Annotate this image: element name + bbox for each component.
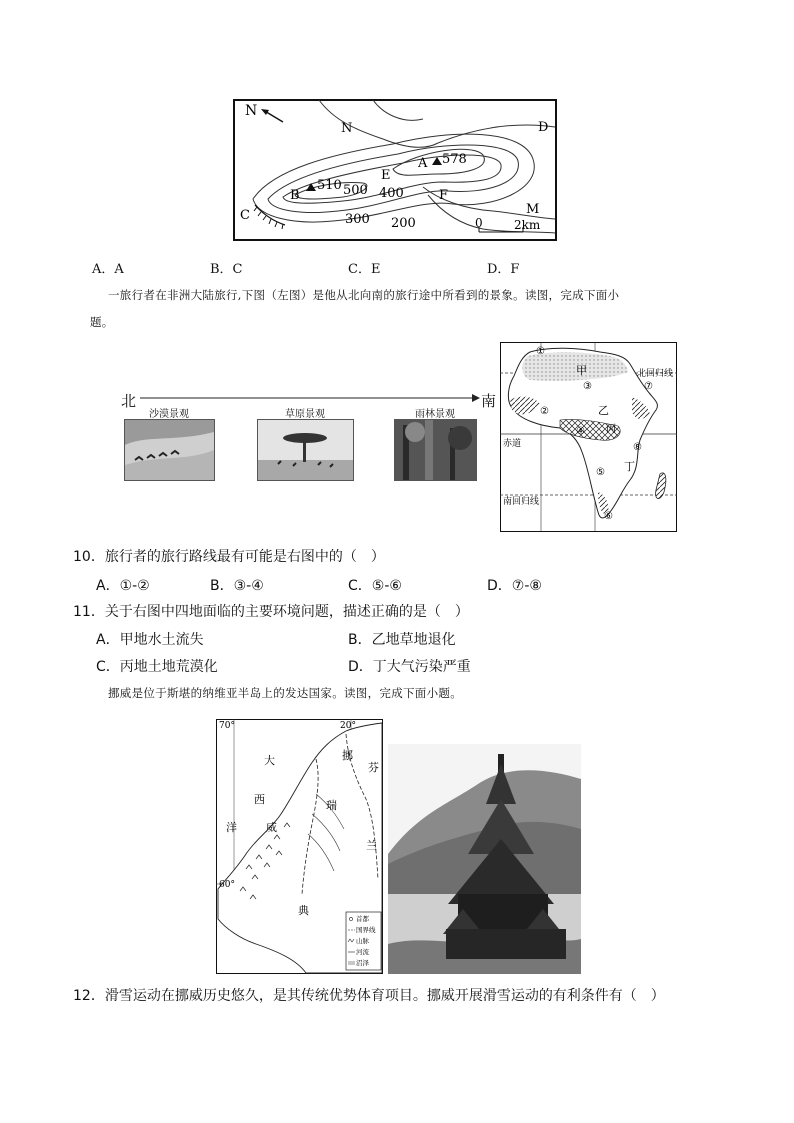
q11-option-b: B．乙地草地退化 xyxy=(348,632,456,648)
north-label: N xyxy=(245,103,258,119)
svg-text:乙: 乙 xyxy=(598,404,609,417)
q10-stem: 10．旅行者的旅行路线最有可能是右图中的（ ） xyxy=(73,549,385,565)
q9-option-b: B．C xyxy=(210,262,243,277)
svg-text:④: ④ xyxy=(576,426,585,437)
svg-text:578: 578 xyxy=(442,152,467,167)
q12-stem: 12．滑雪运动在挪威历史悠久，是其传统优势体育项目。挪威开展滑雪运动的有利条件有（ ） xyxy=(73,988,665,1004)
contour-map xyxy=(233,99,559,243)
svg-text:300: 300 xyxy=(345,212,370,227)
intro-africa-line1: 一旅行者在非洲大陆旅行,下图（左图）是他从北向南的旅行途中所看到的景象。读图，完成下面小 xyxy=(108,288,620,302)
svg-text:E: E xyxy=(381,168,391,183)
svg-text:河流: 河流 xyxy=(356,948,369,956)
tropic-s-label: 南回归线 xyxy=(503,497,540,507)
q9-option-c: C．E xyxy=(348,262,381,277)
tropic-n-label: 北回归线 xyxy=(637,369,674,379)
svg-text:大: 大 xyxy=(264,754,275,767)
q11-option-d: D．丁大气污染严重 xyxy=(348,659,471,675)
svg-text:⑤: ⑤ xyxy=(596,467,605,478)
q11-stem: 11．关于右图中四地面临的主要环境问题，描述正确的是（ ） xyxy=(73,604,469,620)
svg-text:丙: 丙 xyxy=(606,424,616,435)
scale-end: 2km xyxy=(514,218,541,232)
svg-text:B: B xyxy=(290,188,300,203)
svg-text:200: 200 xyxy=(391,216,416,231)
svg-text:沼泽: 沼泽 xyxy=(356,959,369,967)
q9-option-d: D．F xyxy=(487,262,520,277)
lat60-label: 60° xyxy=(219,880,235,890)
svg-text:威: 威 xyxy=(266,821,277,834)
photo-label-desert: 沙漠景观 xyxy=(149,409,189,420)
svg-text:首都: 首都 xyxy=(356,915,369,923)
svg-text:F: F xyxy=(439,188,449,203)
svg-text:M: M xyxy=(526,202,540,217)
svg-text:瑞: 瑞 xyxy=(326,799,337,812)
svg-text:⑦: ⑦ xyxy=(644,381,653,392)
journey-arrow-icon xyxy=(140,392,480,404)
intro-norway: 挪威是位于斯堪的纳维亚半岛上的发达国家。读图，完成下面小题。 xyxy=(108,686,462,700)
q10-option-b: B．③-④ xyxy=(210,578,264,594)
q11-option-c: C．丙地土地荒漠化 xyxy=(96,659,218,675)
journey-south-label: 南 xyxy=(481,392,497,410)
desert-photo xyxy=(124,419,215,481)
norway-map xyxy=(216,719,384,975)
svg-text:国界线: 国界线 xyxy=(356,926,376,934)
svg-text:挪: 挪 xyxy=(342,749,353,762)
svg-text:②: ② xyxy=(540,406,549,417)
q11-option-a: A．甲地水土流失 xyxy=(96,632,204,648)
svg-text:西: 西 xyxy=(254,793,265,806)
q10-option-c: C．⑤-⑥ xyxy=(348,578,402,594)
rainforest-photo xyxy=(394,419,477,481)
svg-text:典: 典 xyxy=(298,904,309,917)
photo-label-savanna: 草原景观 xyxy=(285,409,325,420)
lon70-label: 70° xyxy=(219,721,235,731)
q10-option-a: A．①-② xyxy=(96,578,150,594)
savanna-photo xyxy=(257,419,354,481)
svg-text:⑥: ⑥ xyxy=(604,511,613,522)
scale-zero: 0 xyxy=(475,216,483,230)
svg-text:③: ③ xyxy=(583,381,592,392)
svg-text:400: 400 xyxy=(379,186,404,201)
svg-text:芬: 芬 xyxy=(368,761,379,774)
svg-text:甲: 甲 xyxy=(576,364,587,377)
svg-text:C: C xyxy=(240,208,250,223)
q10-option-d: D．⑦-⑧ xyxy=(487,578,542,594)
svg-text:①: ① xyxy=(536,346,545,357)
svg-text:山脉: 山脉 xyxy=(356,937,369,945)
svg-text:510: 510 xyxy=(317,178,342,193)
svg-text:兰: 兰 xyxy=(366,839,377,852)
intro-africa-line2: 题。 xyxy=(90,315,114,329)
lon20-label: 20° xyxy=(340,721,356,731)
photo-label-rainforest: 雨林景观 xyxy=(415,409,455,420)
africa-map xyxy=(500,342,678,533)
svg-text:D: D xyxy=(538,120,549,135)
equator-label: 赤道 xyxy=(503,439,522,449)
svg-text:洋: 洋 xyxy=(226,821,237,834)
svg-text:N: N xyxy=(341,121,353,136)
stave-church-photo xyxy=(388,744,581,974)
svg-text:⑧: ⑧ xyxy=(633,442,642,453)
journey-north-label: 北 xyxy=(121,392,137,410)
svg-text:丁: 丁 xyxy=(624,460,635,473)
svg-text:500: 500 xyxy=(343,183,368,198)
svg-text:A: A xyxy=(418,156,428,171)
q9-option-a: A．A xyxy=(92,262,124,277)
